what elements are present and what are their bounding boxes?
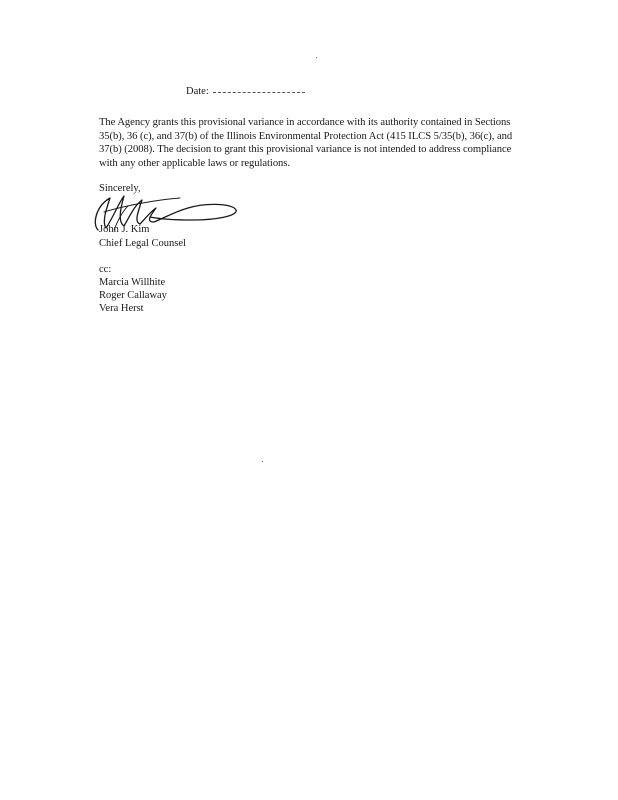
date-label: Date: (186, 86, 209, 97)
variance-paragraph: The Agency grants this provisional variance in accordance with its authority contained in Sections 35(b), 36 (c), and 37(b) of the Illinois Environmental Protection Act (415 ILCS 5/35(b), 36(c), and 37(b) (2008). The decision to grant this provisional variance is not intended to address compliance with any other applicable laws or regulations. (99, 117, 513, 169)
date-blank-underline (213, 92, 305, 93)
signer-name: John J. Kim (99, 224, 150, 235)
date-line (186, 86, 305, 97)
cc-recipient: Marcia Willhite (99, 277, 166, 288)
cc-recipient: Roger Callaway (99, 290, 167, 301)
cc-label: cc: (99, 264, 112, 275)
cc-recipient: Vera Herst (99, 303, 144, 314)
signer-title: Chief Legal Counsel (99, 238, 186, 249)
scan-speck (262, 461, 263, 462)
scan-speck (316, 57, 317, 58)
cc-list (99, 263, 167, 315)
closing-salutation: Sincerely, (99, 183, 141, 194)
